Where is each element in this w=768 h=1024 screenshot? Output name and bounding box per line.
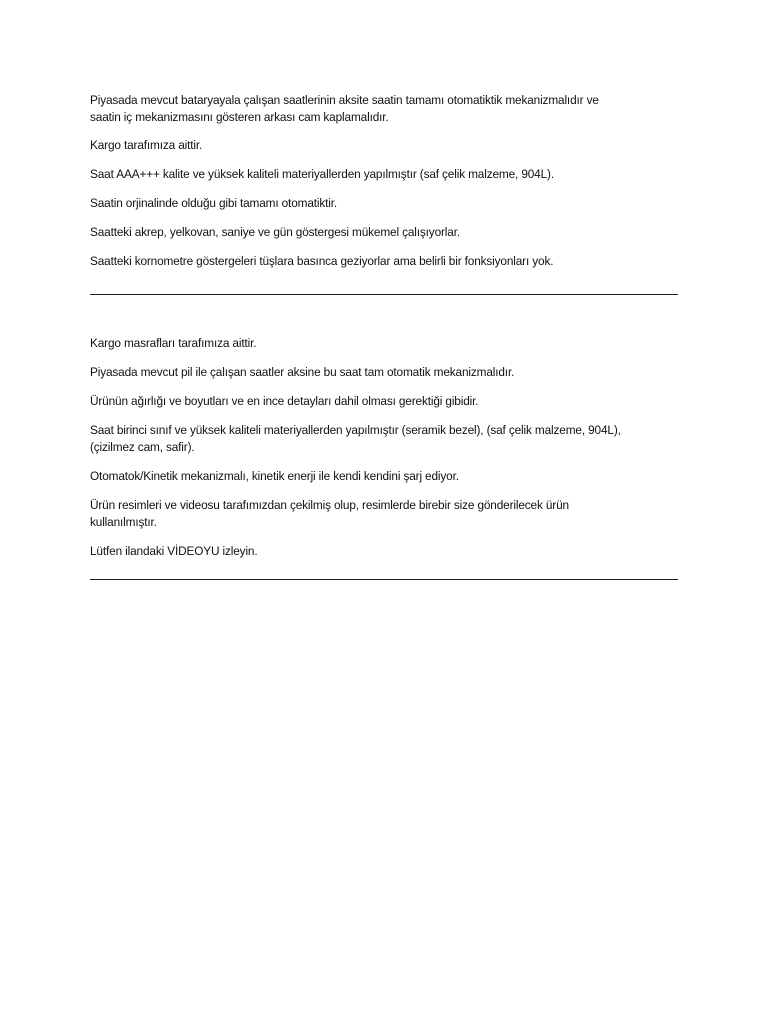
horizontal-divider [90, 294, 678, 295]
paragraph-automatic-mechanism [90, 92, 662, 126]
paragraph-weight-dimensions [90, 393, 662, 410]
paragraph-line: Saat AAA+++ kalite ve yüksek kaliteli materiyallerden yapılmıştır (saf çelik malzeme, 904L). [90, 167, 554, 181]
paragraph-chronograph [90, 253, 662, 270]
paragraph-quality [90, 166, 662, 183]
paragraph-line: Otomatok/Kinetik mekanizmalı, kinetik enerji ile kendi kendini şarj ediyor. [90, 469, 459, 483]
paragraph-line: Piyasada mevcut bataryayala çalışan saatlerinin aksite saatin tamamı otomatiktik mekanizmalıdır ve [90, 93, 599, 107]
paragraph-line: Kargo tarafımıza aittir. [90, 138, 203, 152]
paragraph-line: Lütfen ilandaki VİDEOYU izleyin. [90, 544, 258, 558]
paragraph-line: Saatteki akrep, yelkovan, saniye ve gün göstergesi mükemel çalışıyorlar. [90, 225, 460, 239]
product-description-section-2 [90, 335, 680, 560]
paragraph-line: saatin iç mekanizmasını gösteren arkası cam kaplamalıdır. [90, 110, 389, 124]
paragraph-original [90, 195, 662, 212]
paragraph-mechanism [90, 364, 662, 381]
paragraph-line: kullanılmıştır. [90, 515, 157, 529]
paragraph-materials [90, 422, 662, 456]
paragraph-shipping [90, 137, 662, 154]
paragraph-line: Saatteki kornometre göstergeleri tüşlara basınca geziyorlar ama belirli bir fonksiyonları yok. [90, 254, 554, 268]
paragraph-hands [90, 224, 662, 241]
paragraph-line: Ürün resimleri ve videosu tarafımızdan çekilmiş olup, resimlerde birebir size gönderilecek ürün [90, 498, 569, 512]
paragraph-line: (çizilmez cam, safir). [90, 440, 195, 454]
paragraph-shipping-costs [90, 335, 662, 352]
paragraph-photos-video [90, 497, 662, 531]
paragraph-line: Saatin orjinalinde olduğu gibi tamamı otomatiktir. [90, 196, 338, 210]
paragraph-kinetic [90, 468, 662, 485]
horizontal-divider [90, 579, 678, 580]
paragraph-line: Saat birinci sınıf ve yüksek kaliteli materiyallerden yapılmıştır (seramik bezel), (saf çelik malzeme, 904L), [90, 423, 621, 437]
paragraph-watch-video [90, 543, 662, 560]
document-page [90, 92, 680, 580]
product-description-section-1 [90, 92, 680, 270]
paragraph-line: Kargo masrafları tarafımıza aittir. [90, 336, 257, 350]
paragraph-line: Ürünün ağırlığı ve boyutları ve en ince detayları dahil olması gerektiği gibidir. [90, 394, 479, 408]
paragraph-line: Piyasada mevcut pil ile çalışan saatler aksine bu saat tam otomatik mekanizmalıdır. [90, 365, 515, 379]
